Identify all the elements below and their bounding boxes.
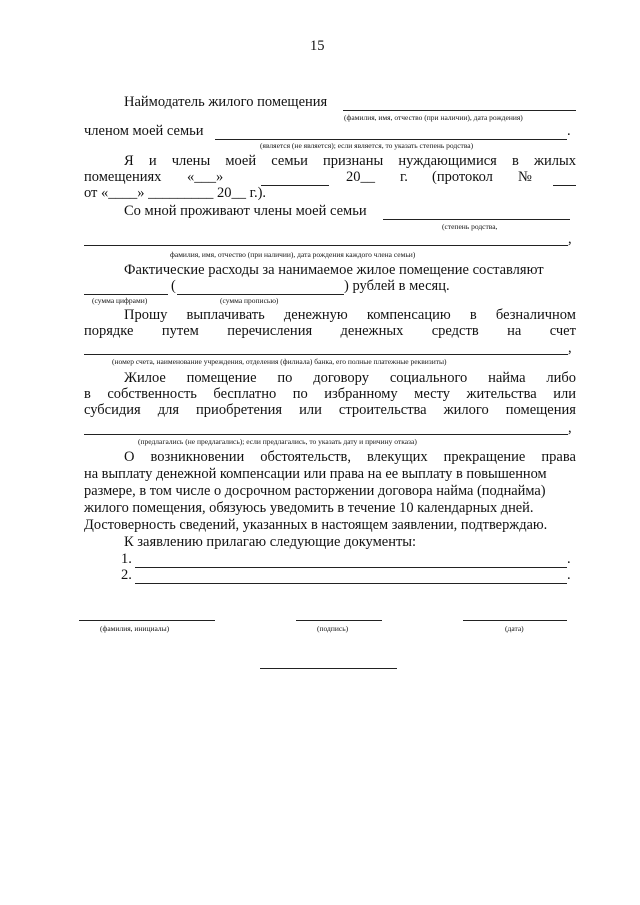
attachment-1-field[interactable]: [135, 567, 567, 568]
attachment-2-number: 2.: [121, 567, 132, 583]
housing-label: помещениях: [84, 169, 162, 185]
family-member-end: .: [567, 123, 571, 139]
attachment-1-end: .: [567, 551, 571, 567]
housing-offer-note: (предлагались (не предлагались); если предлагались, то указать дату и причину отказа): [138, 437, 417, 446]
attachment-2-end: .: [567, 567, 571, 583]
obligation-line-3: размере, в том числе о досрочном расторжении договора найма (поднайма): [84, 483, 546, 499]
family-member-note: (является (не является); если является, то указать степень родства): [260, 141, 474, 150]
signature-note: (подпись): [317, 624, 349, 633]
needy-line-1: Я и члены моей семьи признаны нуждающимися в жилых: [124, 153, 576, 169]
date-note: (дата): [505, 624, 524, 633]
day-field[interactable]: «___»: [187, 169, 224, 185]
landlord-note: (фамилия, имя, отчество (при наличии), дата рождения): [344, 113, 523, 122]
name-signature-note: (фамилия, инициалы): [100, 624, 170, 633]
housing-offer-line-2: в собственность бесплатно по избранному месту жительства или: [84, 386, 576, 402]
housing-offer-field[interactable]: [84, 434, 568, 435]
expenses-text: Фактические расходы за нанимаемое жилое помещение составляют: [124, 262, 544, 278]
protocol-date[interactable]: от «____» _________ 20__ г.).: [84, 185, 267, 201]
housing-offer-line-3: субсидия для приобретения или строительства жилого помещения: [84, 402, 576, 418]
page-number: 15: [310, 38, 325, 54]
number-sign: №: [518, 169, 532, 185]
cohabitants-field[interactable]: [383, 219, 570, 220]
landlord-label: Наймодатель жилого помещения: [124, 94, 328, 110]
bank-account-field[interactable]: [84, 354, 568, 355]
attachment-2-field[interactable]: [135, 583, 567, 584]
cohabitants-end: ,: [568, 231, 572, 247]
bank-account-end: ,: [568, 340, 572, 356]
year-field[interactable]: 20__: [346, 169, 375, 185]
obligation-line-4: жилого помещения, обязуюсь уведомить в течение 10 календарных дней.: [84, 500, 534, 516]
date-field[interactable]: [463, 620, 567, 621]
footer-rule: [260, 668, 397, 669]
amount-digits-field[interactable]: [84, 294, 168, 295]
amount-words-note: (сумма прописью): [220, 296, 279, 305]
obligation-line-2: на выплату денежной компенсации или права на ее выплату в повышенном: [84, 466, 547, 482]
amount-words-field[interactable]: [177, 294, 344, 295]
family-member-label: членом моей семьи: [84, 123, 204, 139]
cohabitants-note-2: фамилия, имя, отчество (при наличии), дата рождения каждого члена семьи): [170, 250, 416, 259]
month-field[interactable]: [261, 185, 329, 186]
attachment-1-number: 1.: [121, 551, 132, 567]
amount-digits-note: (сумма цифрами): [92, 296, 148, 305]
expenses-end: ) рублей в месяц.: [344, 278, 450, 294]
cohabitants-field-2[interactable]: [84, 245, 568, 246]
protocol-label: (протокол: [432, 169, 493, 185]
obligation-line-1: О возникновении обстоятельств, влекущих прекращение права: [124, 449, 576, 465]
payment-line-2: порядке путем перечисления денежных средств на счет: [84, 323, 576, 339]
family-member-field[interactable]: [215, 139, 567, 140]
protocol-number-field[interactable]: [553, 185, 576, 186]
name-signature-field[interactable]: [79, 620, 215, 621]
attachments-label: К заявлению прилагаю следующие документы:: [124, 534, 417, 550]
landlord-field[interactable]: [343, 110, 576, 111]
paren-open: (: [171, 278, 176, 294]
payment-line-1: Прошу выплачивать денежную компенсацию в безналичном: [124, 307, 576, 323]
obligation-line-5: Достоверность сведений, указанных в настоящем заявлении, подтверждаю.: [84, 517, 548, 533]
housing-offer-line-1: Жилое помещение по договору социального найма либо: [124, 370, 576, 386]
cohabitants-note: (степень родства,: [442, 222, 498, 231]
cohabitants-label: Со мной проживают члены моей семьи: [124, 203, 367, 219]
housing-offer-end: ,: [568, 420, 572, 436]
signature-field[interactable]: [296, 620, 382, 621]
year-suffix: г.: [400, 169, 408, 185]
bank-account-note: (номер счета, наименование учреждения, отделения (филиала) банка, его полные платежные реквизиты): [112, 357, 447, 366]
